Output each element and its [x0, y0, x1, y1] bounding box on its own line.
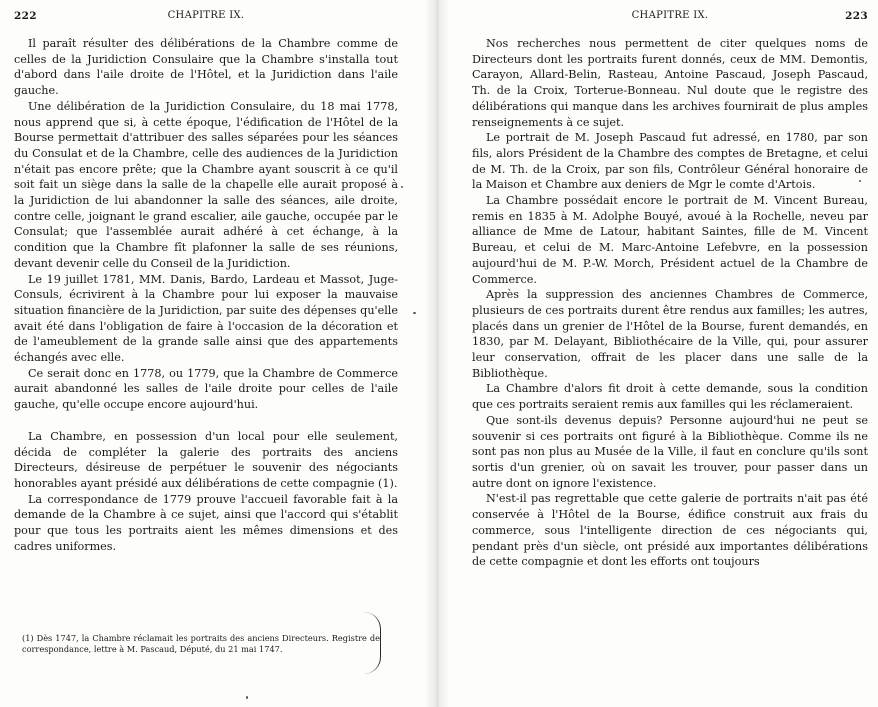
right-running-title: CHAPITRE IX.	[631, 10, 709, 21]
left-page-number: 222	[14, 10, 37, 22]
left-paragraph-2: Une délibération de la Juridiction Consulaire, du 18 mai 1778, nous apprend que si, à cette époque, l'édification de l'Hôtel de la Bourse permettait d'attribuer des salles séparées pour les séances du Consulat et de la Chambre, celle des audiences de la Juridiction n'était pas encore prête; que la Chambre ayant souscrit à ce qu'il soit fait un siège dans la salle de la chapelle elle aurait proposé à la Juridiction de lui abandonner la salle des séances, aile droite, contre celle, joignant le grand escalier, aile gauche, occupée par le Consulat; que l'assemblée aurait adhéré à cet échange, à la condition que la Chambre fît plafonner la salle de ses réunions, devant devenir celle du Conseil de la Juridiction.	[14, 99, 398, 270]
left-page	[0, 0, 428, 707]
right-page	[448, 0, 878, 707]
right-page-header	[472, 10, 868, 36]
right-paragraph-1: Nos recherches nous permettent de citer quelques noms de Directeurs dont les portraits furent donnés, ceux de MM. Demontis, Carayon, Allard-Belin, Rasteau, Antoine Pascaud, Joseph Pascaud, Th. de la Croix, Torterue-Bonneau. Nul doute que le registre des délibérations qui manque dans les archives fournirait de plus amples renseignements à ce sujet.	[472, 37, 868, 129]
right-paragraph-6: Que sont-ils devenus depuis? Personne aujourd'hui ne peut se souvenir si ces portraits ont figuré à la Bibliothèque. Comme ils ne sont pas non plus au Musée de la Ville, il faut en conclure qu'ils sont sortis d'un grenier, où on savait les trouver, pour passer dans un autre dont on ignore l'existence.	[472, 413, 868, 490]
scan-bracket-mark	[364, 612, 381, 674]
section-gap	[14, 413, 398, 429]
right-paragraph-4: Après la suppression des anciennes Chambres de Commerce, plusieurs de ces portraits durent être rendus aux familles; les autres, placés dans un grenier de l'Hôtel de la Bourse, furent demandés, en 1830, par M. Delayant, Bibliothécaire de la Ville, qui, pour assurer leur conservation, offrait de les placer dans une salle de la Bibliothèque.	[472, 288, 868, 380]
left-paragraph-4: Ce serait donc en 1778, ou 1779, que la Chambre de Commerce aurait abandonné les salles de l'aile droite pour celles de l'aile gauche, qu'elle occupe encore aujourd'hui.	[14, 366, 398, 412]
left-page-header	[14, 10, 398, 36]
book-gutter	[425, 0, 449, 707]
left-paragraph-5: La Chambre, en possession d'un local pour elle seulement, décida de compléter la galerie des portraits des anciens Directeurs, désireuse de perpétuer le souvenir des négociants honorables ayant présidé aux délibérations de cette compagnie (1).	[14, 429, 398, 490]
right-paragraph-7: N'est-il pas regrettable que cette galerie de portraits n'ait pas été conservée à l'Hôtel de la Bourse, édifice construit aux frais du commerce, sous l'intelligente direction de ces négociants qui, pendant près d'un siècle, ont présidé aux importantes délibérations de cette compagnie et dont les efforts ont toujours	[472, 492, 868, 569]
scan-speck	[401, 186, 403, 188]
scan-speck	[413, 312, 416, 314]
right-paragraph-5: La Chambre d'alors fit droit à cette demande, sous la condition que ces portraits seraient remis aux familles qui les réclameraient.	[472, 382, 868, 412]
scan-speck	[246, 696, 248, 699]
footnote: (1) Dès 1747, la Chambre réclamait les portraits des anciens Directeurs. Registre de correspondance, lettre à M. Pascaud, Député, du 21 mai 1747.	[22, 633, 380, 654]
right-paragraph-3: La Chambre possédait encore le portrait de M. Vincent Bureau, remis en 1835 à M. Adolphe Bouyé, avoué à la Rochelle, neveu par alliance de Mme de Latour, habitant Saintes, fille de M. Vincent Bureau, et celui de M. Marc-Antoine Lefebvre, en la possession aujourd'hui de M. P.-W. Morch, Président actuel de la Chambre de Commerce.	[472, 194, 868, 286]
right-paragraph-2: Le portrait de M. Joseph Pascaud fut adressé, en 1780, par son fils, alors Président de la Chambre des comptes de Bretagne, et celui de M. Th. de la Croix, par son fils, Contrôleur Général honoraire de la Maison et Chambre aux deniers de Mgr le comte d'Artois.	[472, 131, 868, 192]
scan-speck	[859, 180, 861, 182]
left-paragraph-6: La correspondance de 1779 prouve l'accueil favorable fait à la demande de la Chambre à ce sujet, ainsi que l'accord qui s'établit pour que tous les portraits aient les mêmes dimensions et des cadres uniformes.	[14, 492, 398, 553]
left-running-title: CHAPITRE IX.	[167, 10, 245, 21]
right-page-number: 223	[845, 10, 868, 22]
left-paragraph-3: Le 19 juillet 1781, MM. Danis, Bardo, Lardeau et Massot, Juge-Consuls, écrivirent à la Chambre pour lui exposer la mauvaise situation financière de la Juridiction, par suite des dépenses qu'elle avait été dans l'obligation de faire à l'occasion de la décoration et de l'ameublement de la grande salle ainsi que des appartements échangés avec elle.	[14, 272, 398, 365]
left-paragraph-1: Il paraît résulter des délibérations de la Chambre comme de celles de la Juridiction Consulaire que la Chambre s'installa tout d'abord dans l'aile droite de l'Hôtel, et la Juridiction dans l'aile gauche.	[14, 37, 398, 98]
